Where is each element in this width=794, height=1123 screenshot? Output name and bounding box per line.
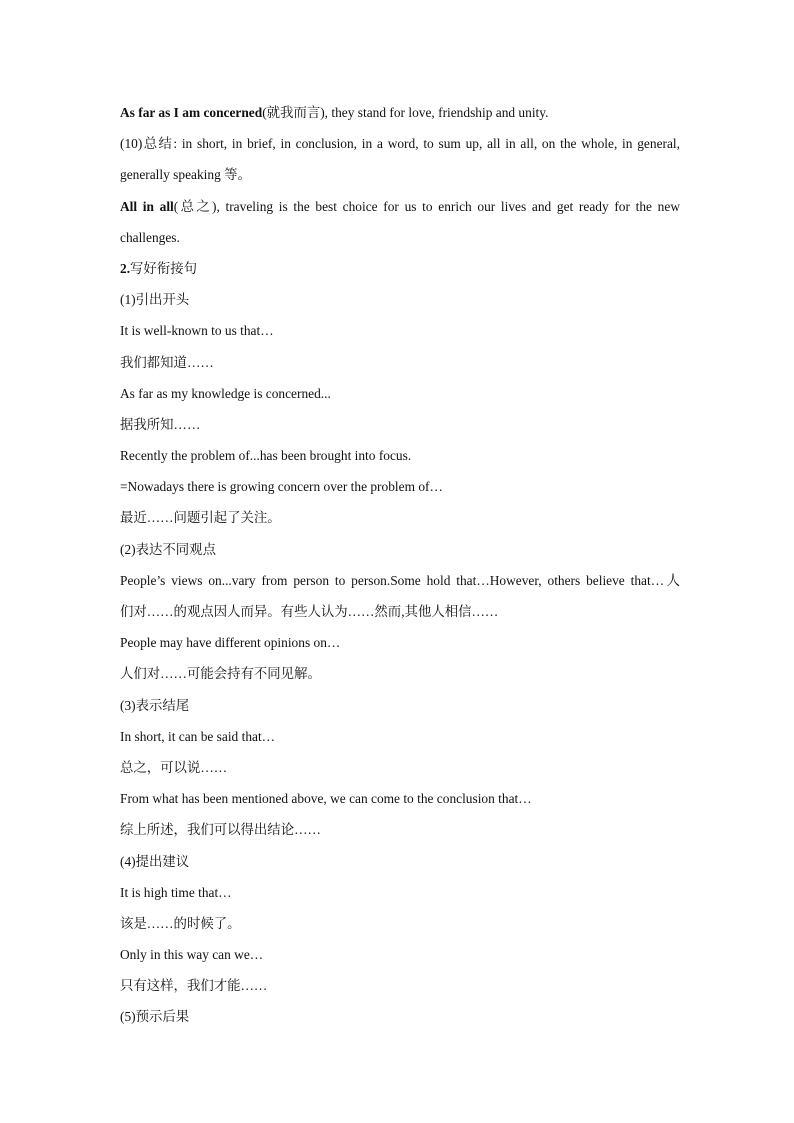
text-line	[120, 128, 680, 159]
text-line	[120, 752, 680, 783]
text-line	[120, 440, 680, 471]
text-line	[120, 191, 680, 222]
line-text: (4)提出建议	[120, 853, 190, 869]
text-line	[120, 97, 680, 128]
line-text: 最近……问题引起了关注。	[120, 510, 281, 526]
subsection-heading	[120, 284, 680, 315]
subsection-heading	[120, 534, 680, 565]
subsection-heading	[120, 1001, 680, 1032]
text-line	[120, 596, 680, 627]
text-line	[120, 159, 680, 190]
line-text: (总之), traveling is the best choice for us to enrich our lives and get ready for the new	[173, 198, 680, 214]
line-text: 只有这样，我们才能……	[120, 978, 268, 994]
line-text: Only in this way can we…	[120, 947, 264, 963]
line-text: (10)总结: in short, in brief, in conclusion, in a word, to sum up, all in all, on the whole, in general,	[120, 136, 680, 152]
line-text: 综上所述，我们可以得出结论……	[120, 822, 321, 838]
line-text: generally speaking 等。	[120, 167, 251, 183]
line-text: It is well-known to us that…	[120, 323, 274, 339]
line-text: 据我所知……	[120, 416, 201, 432]
line-text: In short, it can be said that…	[120, 728, 276, 744]
text-line	[120, 471, 680, 502]
bold-phrase: As far as I am concerned	[120, 105, 263, 120]
line-text: 总之，可以说……	[120, 759, 228, 775]
line-text: People’s views on...vary from person to person.Some hold that…However, others believe that…人	[120, 572, 680, 588]
text-line	[120, 970, 680, 1001]
section-heading	[120, 253, 680, 284]
text-line	[120, 565, 680, 596]
text-line	[120, 658, 680, 689]
line-text: (就我而言), they stand for love, friendship and unity.	[262, 105, 549, 120]
text-line	[120, 783, 680, 814]
text-line	[120, 347, 680, 378]
line-text: As far as my knowledge is concerned...	[120, 385, 331, 401]
line-text: (1)引出开头	[120, 292, 190, 308]
line-text: Recently the problem of...has been brought into focus.	[120, 448, 412, 464]
text-line	[120, 409, 680, 440]
text-line	[120, 908, 680, 939]
line-text: (5)预示后果	[120, 1009, 190, 1025]
line-text: It is high time that…	[120, 884, 232, 900]
text-line	[120, 814, 680, 845]
line-text: 我们都知道……	[120, 354, 214, 370]
subsection-heading	[120, 846, 680, 877]
text-line	[120, 721, 680, 752]
line-text: (3)表示结尾	[120, 697, 190, 713]
text-line	[120, 939, 680, 970]
line-text: From what has been mentioned above, we can come to the conclusion that…	[120, 791, 532, 807]
section-title: 写好衔接句	[130, 260, 197, 276]
line-text: 们对……的观点因人而异。有些人认为……然而,其他人相信……	[120, 604, 499, 619]
line-text: 该是……的时候了。	[120, 915, 241, 931]
text-line	[120, 877, 680, 908]
line-text: =Nowadays there is growing concern over the problem of…	[120, 479, 443, 495]
bold-phrase: All in all	[120, 198, 174, 214]
text-line	[120, 315, 680, 346]
text-line	[120, 222, 680, 253]
line-text: (2)表达不同观点	[120, 541, 216, 557]
line-text: 人们对……可能会持有不同见解。	[120, 666, 321, 682]
document-body	[120, 97, 680, 1033]
section-number: 2.	[120, 260, 131, 276]
subsection-heading	[120, 690, 680, 721]
text-line	[120, 502, 680, 533]
text-line	[120, 627, 680, 658]
text-line	[120, 378, 680, 409]
line-text: People may have different opinions on…	[120, 635, 341, 651]
line-text: challenges.	[120, 229, 180, 245]
